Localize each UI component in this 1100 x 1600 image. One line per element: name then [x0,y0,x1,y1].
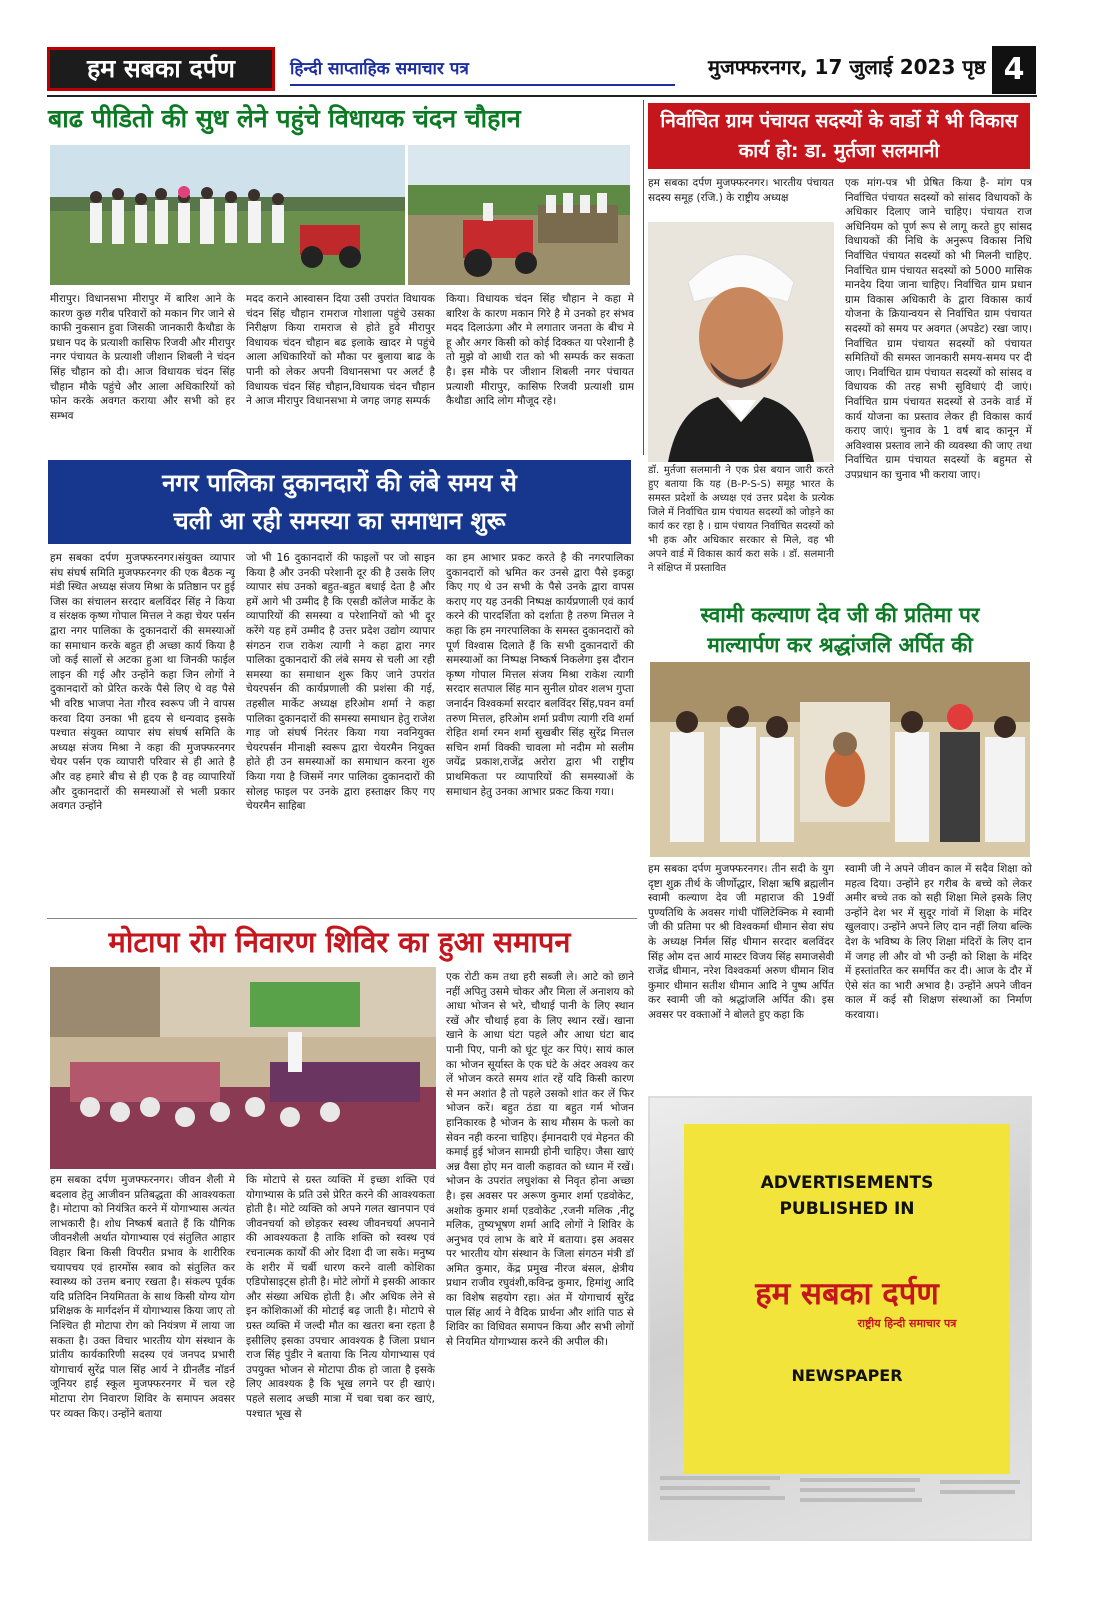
story5-col2: कि मोटापे से ग्रस्त व्यक्ति में इच्छा शक्ति एवं योगाभ्यास के प्रति उसे प्रेरित करने की आवश्यकता होती है। मोटे व्यक्ति को अपने गलत खानपान एवं जीवनचर्या को छोड़कर स्वस्थ जीवनचर्या अपनाने की आवश्यकता है ताकि शक्ति को स्वस्थ एवं रचनात्मक कार्यों की ओर दिशा दी जा सके। मनुष्य के शरीर में चर्बी धारण करने वाली कोशिका एडिपोसाइट्स होती है। मोटे लोगों मे इसकी आकार और संख्या अधिक होती है। और अधिक लेने से इन कोशिकाओं की मोटाई बढ़ जाती है। मोटापे से ग्रस्त व्यक्ति में जल्दी मौत का खतरा बना रहता है इसीलिए इसका उपचार आवश्यक है जिला प्रधान राज सिंह पुंडीर ने बताया कि नित्य योगाभ्यास एवं उपयुक्त भोजन से मोटापा ठीक हो जाता है इसके लिए आवश्यक है कि भूख लगने पर ही खाएं। पहले सलाद अच्छी मात्रा में चबा चबा कर खाएं, पश्चात भूख से [246,1174,435,1420]
story3-col1: हम सबका दर्पण मुजफ्फरनगर।संयुक्त व्यापार संघ संघर्ष समिति मुजफ्फरनगर की एक बैठक न्यू मंडी स्थित अध्यक्ष संजय मिश्रा के प्रतिष्ठान पर हुई जिस का संचालन सरदार बलविंदर सिंह ने किया व संरक्षक कृष्ण गोपाल मित्तल ने कहा चेयर पर्सन द्वारा नगर पालिका के दुकानदारों की समस्याओं का समाधान करके बहुत ही अच्छा कार्य किया है जो कई सालों से अटका हुआ था जिनकी फाईल लाइन की गई और उन्होंने कहा जिन लोगों ने दुकानदारों को प्रेरित करके पैसे लिए थे वह पैसे भी वरिष्ठ भाजपा नेता गौरव स्वरूप जी ने वापस करवा दिया उनका भी हृदय से धन्यवाद इसके पश्चात संयुक्त व्यापार संघ संघर्ष समिति के अध्यक्ष संजय मिश्रा ने कहा की मुजफ्फरनगर चेयर पर्सन एक व्यापारी परिवार से ही आते है और वह हमारे बीच से ही एक है वह व्यापारियों और दुकानदारों की समस्याओं से भली प्रकार अवगत उन्होंने [50,552,235,813]
masthead-dateline: मुजफ्फरनगर, 17 जुलाई 2023 पृष्ठ [708,55,986,79]
story3-headline-line2: चली आ रही समस्या का समाधान शुरू [173,507,506,535]
section-rule [47,918,637,919]
page-number: 4 [992,46,1036,94]
story2-intro: हम सबका दर्पण मुजफ्फरनगर। भारतीय पंचायत सदस्य समूह (रजि.) के राष्ट्रीय अध्यक्ष [648,177,834,204]
story2-portrait [648,222,834,462]
story4-col2: स्वामी जी ने अपने जीवन काल में सदैव शिक्षा को महत्व दिया। उन्होंने हर गरीब के बच्चे को लेकर अमीर बच्चे तक को सही शिक्षा मिले इसके लिए उन्होंने देश भर में सुदूर गांवों में शिक्षा के मंदिर खुलवाए। उन्होंने अपने लिए दान नहीं लिया बल्कि देश के भविष्य के लिए शिक्षा मंदिरों के लिए दान में जगह ली और वो भी उन्ही को शिक्षा के मंदिर में हस्तांतरित कर समर्पित कर दी। आज के दौर में ऐसे संत का भारी अभाव है। उन्होंने अपने जीवन काल में कई सौ शिक्षण संस्थाओं का निर्माण करवाया। [845,863,1032,1021]
story2-caption: डॉ. मुर्तजा सलमानी ने एक प्रेस बयान जारी करते हुए बताया कि यह (B-P-S-S) समूह भारत के समस्त प्रदेशों के अध्यक्ष एवं उत्तर प्रदेश के प्रत्येक जिले में निर्वाचित ग्राम पंचायत सदस्यों को जोड़ने का कार्य कर रहा है । ग्राम पंचायत निर्वाचित सदस्यों को भी हक और अधिकार सरकार से मिले, वह भी अपने वार्ड में विकास कार्य करा सके । डॉ. सलमानी ने संक्षिप्त में प्रस्तावित [648,465,834,574]
masthead-brand: हम सबका दर्पण [47,47,275,91]
masthead-subtitle: हिन्दी साप्ताहिक समाचार पत्र [290,59,469,79]
story1-photo-left [50,145,405,285]
story4-headline-line1: स्वामी कल्याण देव जी की प्रतिमा पर [700,603,980,627]
story5-col3: एक रोटी कम तथा हरी सब्जी ले। आटे को छाने नहीं अपितु उसमे चोकर और मिला लें अनाशय को आधा भोजन से भरे, चौथाई पानी के लिए स्थान रखें और चौथाई हवा के लिए स्थान रखें। खाना खाने के आधा घंटा पहले और आधा घंटा बाद पानी पिए, पानी को घूंट घूंट कर पिएं। सायं काल का भोजन सूर्यास्त के एक घंटे के अंदर अवश्य कर लें भोजन करते समय शांत रहें यदि किसी कारण से मन अशांत है तो पहले उसको शांत कर लें फिर भोजन करें। बहुत ठंडा या बहुत गर्म भोजन हानिकारक है भोजन के साथ मौसम के फलो का सेवन नही करना चाहिए। ईमानदारी एवं मेहनत की कमाई हुई भोजन सामग्री होनी चाहिए। जैसा खाएं अन्न वैसा होए मन वाली कहावत को ध्यान में रखें। भोजन के उपरांत लघुशंका से निवृत होना अच्छा है। इस अवसर पर अरूण कुमार शर्मा एडवोकेट, अशोक कुमार शर्मा एडवोकेट ,रजनी मलिक ,नीटू मलिक, तुष्यभूषण शर्मा आदि लोगों ने शिविर के अनुभव एवं लाभ के बारे में बताया। इस अवसर पर भारतीय योग संस्थान के जिला संगठन मंत्री डॉ अमित कुमार, केंद्र प्रमुख नीरज बंसल, क्षेत्रीय प्रधान राजीव रघुवंशी,कविन्द्र कुमार, हिमांशु आदि का विशेष सहयोग रहा। अंत में योगाचार्य सुरेंद्र पाल सिंह आर्य ने वैदिक प्रार्थना और शांति पाठ से शिविर का विधिवत समापन किया और सभी लोगों से नियमित योगाभ्यास करने की अपील की। [446,971,634,1348]
masthead-rule [47,95,1037,97]
story1-col2: मदद कराने आस्वासन दिया उसी उपरांत विधायक चंदन सिंह चौहान रामराज गोशाला पहुंचे उसका निरीक्षण किया रामराज से होते हुवे मीरापुर विधायक चंदन चौहान बढ इलाके खादर मे पहुंचे आला अधिकारियों को मौका पर बुलाया बाढ के पानी को लेकर अपनी विधानसभा पर अलर्ट है विधायक चंदन सिंह चौहान,विधायक चंदन चौहान ने आज मीरापुर विधानसभा मे जगह जगह सम्पर्क [246,293,435,408]
story3-headline-line1: नगर पालिका दुकानदारों की लंबे समय से [162,469,517,497]
advert-panel [648,1096,1032,1541]
story5-col1: हम सबका दर्पण मुजफ्फरनगर। जीवन शैली मे बदलाव हेतु आजीवन प्रतिबद्धता की आवश्यकता है। मोटापा को नियंत्रित करने में योगाभ्यास अत्यंत लाभकारी है। शोध निष्कर्ष बताते हैं कि यौगिक जीवनशैली अर्थात योगाभ्यास एवं संतुलित आहार विहार बिना किसी विपरीत प्रभाव के शारीरिक चयापचय एवं हारमोंस स्त्राव को संतुलित कर स्वास्थ्य को उत्तम बनाए रखता है। संकल्प पूर्वक यदि प्रतिदिन नियमितता के साथ किसी योग्य योग प्रशिक्षक के मार्गदर्शन में योगाभ्यास किया जाए तो निश्चित ही मोटापा रोग को नियंत्रण में लाया जा सकता है। उक्त विचार भारतीय योग संस्थान के प्रांतीय कार्यकारिणी सदस्य एवं जनपद प्रभारी योगाचार्य सुरेंद्र पाल सिंह आर्य ने ग्रीनलैंड नॉडर्न जूनियर हाई स्कूल मुजफ्फरनगर में चल रहे मोटापा रोग निवारण शिविर के समापन अवसर पर व्यक्त किए। उन्होंने बताया [50,1174,235,1420]
advert-headline [684,1170,1010,1222]
advert-newsprint-decor [650,1468,1030,1538]
masthead-underline [290,84,675,86]
advert-line2: PUBLISHED IN [779,1199,915,1219]
story1-headline: बाढ पीडितो की सुध लेने पहुंचे विधायक चंदन चौहान [48,104,521,133]
story2-headline: निर्वाचित ग्राम पंचायत सदस्यों के वार्डो में भी विकास कार्य हो: डा. मुर्तजा सलमानी [648,103,1030,169]
story4-headline-line2: माल्यार्पण कर श्रद्धांजलि अर्पित की [707,633,973,657]
story4-col1: हम सबका दर्पण मुजफ्फरनगर। तीन सदी के युग दृष्टा शुक्र तीर्थ के जीर्णोद्धार, शिक्षा ऋषि ब्रह्मलीन स्वामी कल्याण देव जी महाराज की 19वीं पुण्यतिथि के अवसर गांधी पॉलिटेक्निक मे स्वामी जी की प्रतिमा पर श्री विश्वकर्मा धीमान सेवा संघ के अध्यक्ष निर्मल सिंह धीमान सरदार बलविंदर सिंह ओम दत्त आर्य मास्टर विजय सिंह समाजसेवी राजेंद्र धीमान, नरेश विश्वकर्मा अरुण धीमान शिव कुमार धीमान सतीश धीमान आदि ने पुष्प अर्पित कर स्वामी जी को श्रद्धांजलि अर्पित की। इस अवसर पर वक्ताओं ने बोलते हुए कहा कि [648,863,834,1021]
story1-col3: किया। विधायक चंदन सिंह चौहान ने कहा मे बारिश के कारण मकान गिरे है मे उनको हर संभव मदद दिलाऊंगा और मे लगातार जनता के बीच मे हू और अगर किसी को कोई दिक्कत या परेशानी है तो मुझे वो आधी रात को भी सम्पर्क कर सकता है। इस मौके पर जीशान शिबली नगर पंचायत प्रत्याशी मीरापुर, कासिफ रिजवी प्रत्याशी ग्राम कैथौडा आदि लोग मौजूद रहे। [446,293,634,408]
advert-line3: NEWSPAPER [791,1366,903,1385]
story1-photo-right [408,145,630,285]
advert-yellow-board [684,1124,1010,1474]
advert-tagline: राष्ट्रीय हिन्दी समाचार पत्र [857,1317,957,1330]
story4-photo [650,662,1030,857]
advert-brand: हम सबका दर्पण [755,1276,939,1312]
column-divider [643,100,644,455]
story2-right-column: एक मांग-पत्र भी प्रेषित किया है- मांग पत्र निर्वाचित पंचायत सदस्यों को सांसद विधायकों के अधिकार दिलाए जाने चाहिए। पंचायत राज अधिनियम को पूर्ण रूप से लागू करते हुए सांसद विधायकों की निधि के अनुरूप विकास निधि निर्वाचित पंचायत सदस्यों को भी मिलनी चाहिए. निर्वाचित ग्राम पंचायत सदस्यों को 5000 मासिक मानदेय दिया जाना चाहिए। निर्वाचित ग्राम प्रधान ग्राम विकास अधिकारी के द्वारा विकास कार्य योजना के क्रियान्वयन से निर्वाचित ग्राम पंचायत सदस्यों को समय पर अवगत (अपडेट) रखा जाए। निर्वाचित ग्राम पंचायत सदस्यों को पंचायत समितियों की समस्त जानकारी समय-समय पर दी जाए। निर्वाचित ग्राम पंचायत सदस्यों को सांसद व विधायक की तरह सभी सुविधाएं दी जाएं। निर्वाचित ग्राम पंचायत सदस्यों से उनके वार्ड में कार्य योजना का प्रस्ताव लेकर ही विकास कार्य कराए जाएं। चुनाव के 1 वर्ष बाद कानून में अविश्वास प्रस्ताव लाने की व्यवस्था की जाए तथा निर्वाचित ग्राम पंचायत सदस्यों के बहुमत से उपप्रधान का चुनाव भी कराया जाए। [845,177,1032,481]
story3-col2: जो भी 16 दुकानदारों की फाइलों पर जो साइन किया है और उनकी परेशानी दूर की है उसके लिए व्यापार संघ उनको बहुत-बहुत बधाई देता है और हमें आगे भी उम्मीद है कि एसडी कॉलेज मार्केट के व्यापारियों की समस्या व परेशानियों को भी दूर करेंगे यह हमें उम्मीद है उत्तर प्रदेश उद्योग व्यापार संगठन राज राकेश त्यागी ने कहा द्वारा नगर पालिका दुकानदारों की लंबे समय से चली आ रही समस्या का समाधान शुरू किए जाने उपरांत चेयरपर्सन की कार्यप्रणाली की प्रशंसा की गई, तहसील मार्केट अध्यक्ष हरिओम शर्मा ने कहा पालिका दुकानदारों की समस्या समाधान हेतु राजेश गाड़ जो संघर्ष निरंतर किया गया नवनियुक्त चेयरपर्सन मीनाक्षी स्वरूप द्वारा चेयरमैन नियुक्त होते ही उन समस्याओं का समाधान करना शुरु किया गया है जिसमें नगर पालिका दुकानदारों की सोलह फाइल पर उनके द्वारा हस्ताक्षर किए गए चेयरमैन साहिबा [246,552,435,813]
story5-photo [50,967,436,1169]
story3-headline [48,460,631,544]
story4-headline [648,600,1032,660]
advert-line1: ADVERTISEMENTS [760,1173,934,1193]
story1-col1: मीरापुर। विधानसभा मीरापुर में बारिश आने के कारण कुछ गरीब परिवारों को मकान गिर जाने से काफी नुकसान हुवा जिसकी जानकारी कैथौडा के प्रधान पद के प्रत्याशी कासिफ रिजवी और मीरापुर नगर पंचायत के प्रत्याशी जीशान शिबली ने चंदन सिंह चौहान को दी। आज विधायक चंदन सिंह चौहान मौके पहुंचे और आला अधिकारियों को फोन करके अवगत कराया और सभी को हर सम्भव [50,293,235,422]
story5-headline: मोटापा रोग निवारण शिविर का हुआ समापन [48,920,631,964]
story3-col3: का हम आभार प्रकट करते है की नगरपालिका दुकानदारों को भ्रमित कर उनसे द्वारा पैसे इकट्ठा किए गए थे उन सभी के पैसे उनके द्वारा वापस कराए गए यह उनकी निष्पक्ष कार्यप्रणाली एवं कार्य करने की पारदर्शिता को दर्शाता है तरुण मित्तल ने कहा कि हम नगरपालिका के समस्त दुकानदारों को पूर्ण विश्वास दिलाते हैं कि सभी दुकानदारों की समस्याओं का निष्पक्ष निष्कर्ष निकलेगा इस दौरान कृष्ण गोपाल मित्तल संजय मिश्रा राकेश त्यागी सरदार सतपाल सिंह मान सुनील ग्रोवर शलभ गुप्ता जनार्दन विश्वकर्मा सरदार बलविंदर सिंह,पवन वर्मा तरुण मित्तल, हरिओम शर्मा प्रवीण त्यागी रवि शर्मा रोहित शर्मा रमन शर्मा सुखबीर सिंह सुरेंद्र मित्तल सचिन शर्मा विक्की चावला मो नदीम मो सलीम जयेंद्र प्रकाश,राजेंद्र अरोरा द्वारा भी राष्ट्रीय प्राथमिकता पर व्यापारियों की समस्याओं के समाधान हेतु उनका आभार प्रकट किया गया। [446,552,634,798]
